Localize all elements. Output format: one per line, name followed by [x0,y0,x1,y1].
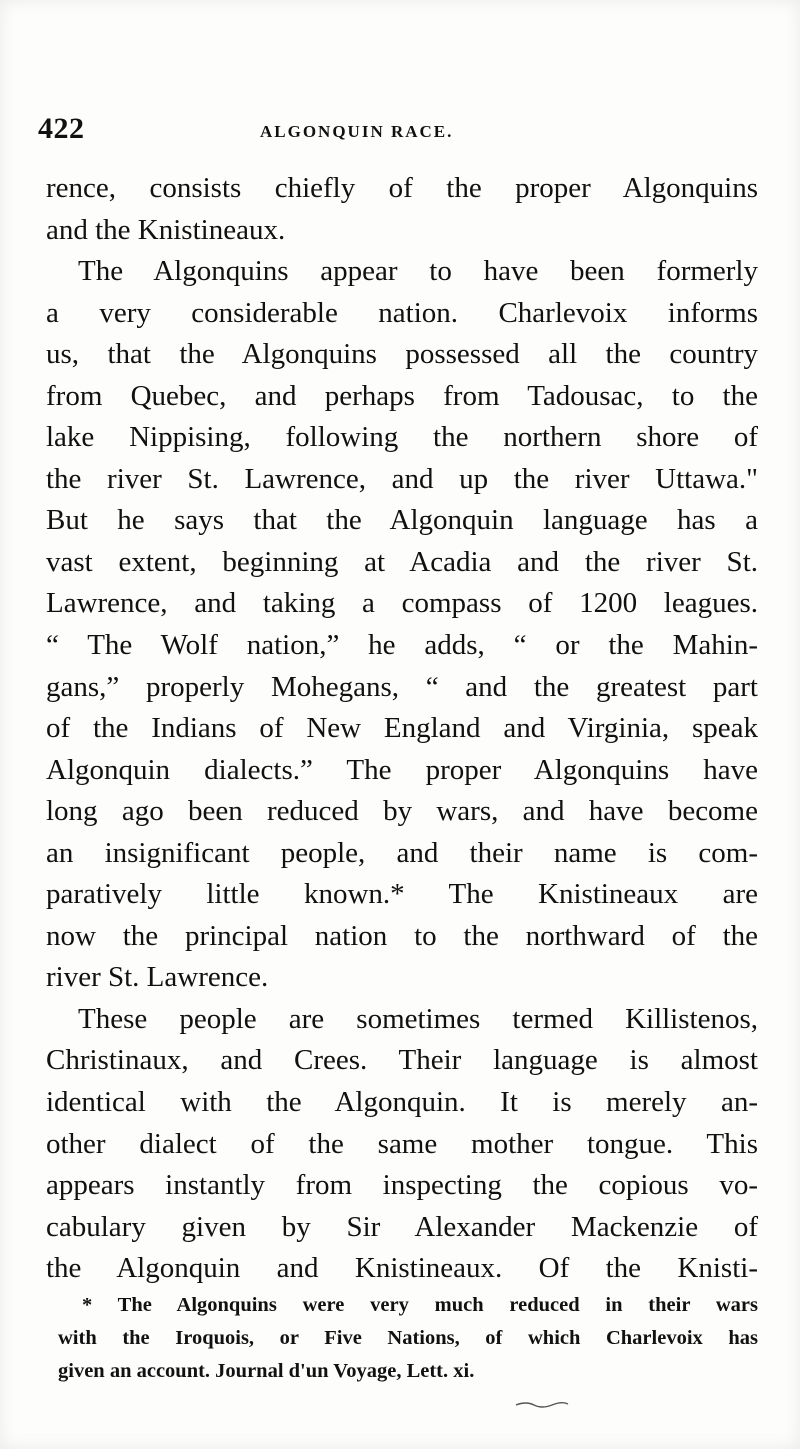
running-head: ALGONQUIN RACE. [260,122,454,141]
text-line: other dialect of the same mother tongue. This [46,1127,758,1160]
text-line: lake Nippising, following the northern shore of [46,421,758,454]
text-line: Algonquin dialects.” The proper Algonquins have [46,753,758,786]
text-line: of the Indians of New England and Virginia, speak [46,712,758,745]
page-number: 422 [38,112,85,145]
text-line: identical with the Algonquin. It is merely an- [46,1086,758,1119]
page-header [38,112,758,152]
text-line: gans,” properly Mohegans, “ and the greatest part [46,670,758,703]
text-line: Lawrence, and taking a compass of 1200 leagues. [46,587,758,620]
footnote-line: given an account. Journal d'un Voyage, Lett. xi. [58,1360,475,1382]
text-line: an insignificant people, and their name is com- [46,836,758,869]
text-line: long ago been reduced by wars, and have become [46,795,758,828]
footnote-line: * The Algonquins were very much reduced in their wars [82,1294,758,1316]
text-line: “ The Wolf nation,” he adds, “ or the Mahin- [46,629,758,662]
text-line: and the Knistineaux. [46,213,286,246]
text-line: The Algonquins appear to have been formerly [78,255,758,288]
text-line: the river St. Lawrence, and up the river Uttawa." [46,462,758,495]
ink-smudge-ornament [512,1400,572,1410]
text-line: rence, consists chiefly of the proper Algonquins [46,172,758,204]
text-line: us, that the Algonquins possessed all the country [46,338,758,371]
text-line: These people are sometimes termed Killistenos, [78,1002,758,1035]
text-line: Christinaux, and Crees. Their language is almost [46,1044,758,1077]
text-line: a very considerable nation. Charlevoix informs [46,296,758,329]
body-text [46,168,758,1290]
text-line: vast extent, beginning at Acadia and the river St. [46,545,758,578]
footnote-line: with the Iroquois, or Five Nations, of which Charlevoix has [58,1327,758,1349]
text-line: now the principal nation to the northward of the [46,919,758,952]
text-line: paratively little known.* The Knistineaux are [46,878,758,911]
text-line: from Quebec, and perhaps from Tadousac, to the [46,379,758,412]
text-line: the Algonquin and Knistineaux. Of the Knisti- [46,1252,758,1285]
text-line: river St. Lawrence. [46,961,269,994]
text-line: But he says that the Algonquin language has a [46,504,758,537]
footnote [58,1289,758,1388]
text-line: cabulary given by Sir Alexander Mackenzie of [46,1210,758,1243]
text-line: appears instantly from inspecting the copious vo- [46,1169,758,1202]
